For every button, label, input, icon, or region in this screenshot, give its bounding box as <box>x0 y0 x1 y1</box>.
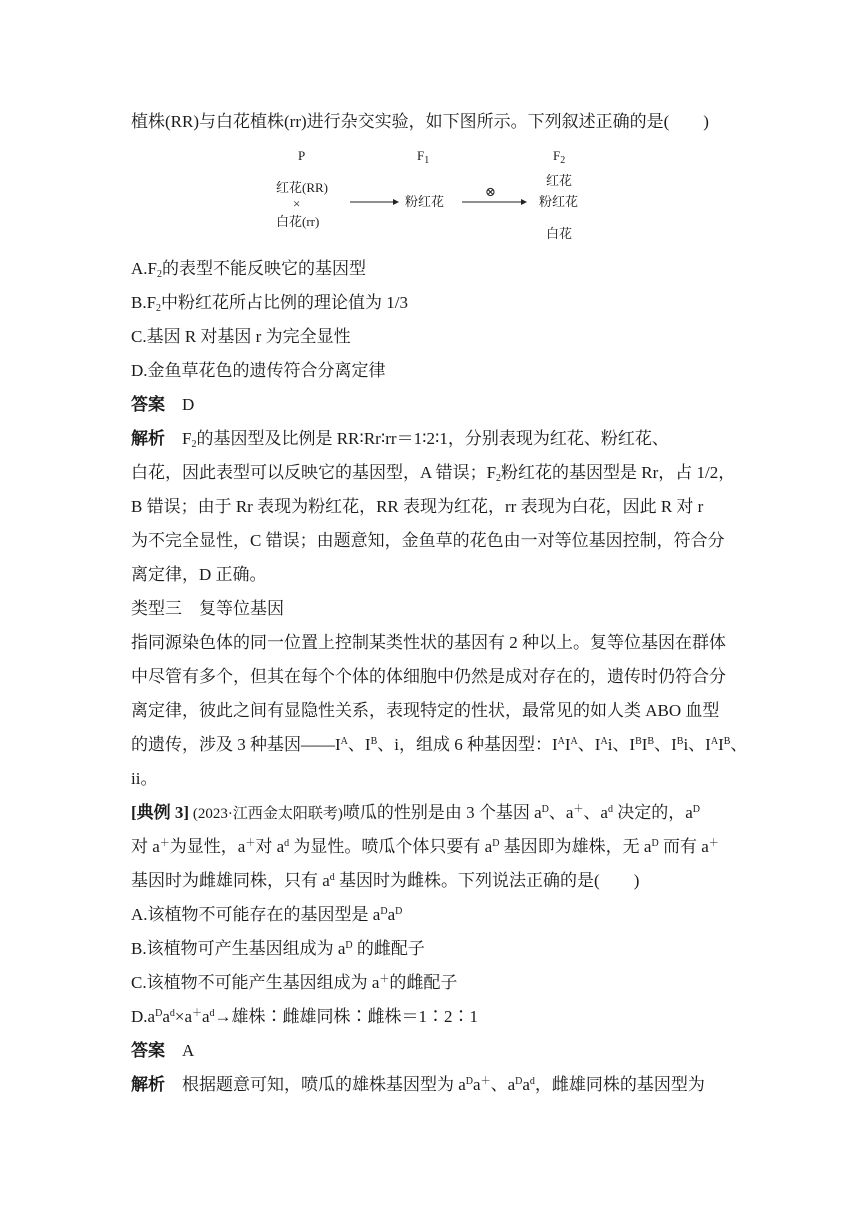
example-3-line-3: 基因时为雌雄同株，只有 $a^d$ 基因时为雌株。下列说法正确的是( ) <box>131 871 640 890</box>
question-stem-text: 植株(RR)与白花植株(rr)进行杂交实验，如下图所示。下列叙述正确的是( ) <box>131 112 709 131</box>
explanation-line-4: 为不完全显性，C 错误；由题意知，金鱼草的花色由一对等位基因控制，符合分 <box>131 531 725 550</box>
option-b: $B.F_2$中粉红花所占比例的理论值为 1/3 <box>131 293 409 314</box>
parent-red-label: 红花(RR) <box>276 180 329 195</box>
parent-white-label: 白花(rr) <box>276 214 320 229</box>
description-line-3: 离定律，彼此之间有显隐性关系，表现特定的性状，最常见的如人类 ABO 血型 <box>131 701 720 720</box>
f1-pink-label: 粉红花 <box>405 194 445 209</box>
section-heading: 类型三 复等位基因 <box>131 599 284 618</box>
example-3-option-c: C.该植物不可能产生基因组成为 a＋的雌配子 <box>131 973 458 992</box>
description-line-5: ii。 <box>131 769 158 788</box>
answer-line <box>131 393 731 417</box>
explanation-line-3: B 错误；由于 Rr 表现为粉红花，RR 表现为红花，rr 表现为白花，因此 R 对 r <box>131 497 704 516</box>
explanation-label-3: 解析 <box>131 1075 165 1094</box>
f1-generation-label: $F_1$ <box>417 148 430 166</box>
answer-line-3 <box>131 1039 731 1063</box>
explanation-line-2: 白花，因此表型可以反映它的基因型，A 错误；$F_2$粉红花的基因型是 Rr，占 1/2， <box>131 463 736 484</box>
explanation-3-line-1: 解析 根据题意可知，喷瓜的雄株基因型为 $a^Da^+$、$a^Da^d$，雌雄同株的基因型为 <box>131 1075 705 1094</box>
arrow-head-1 <box>393 199 399 205</box>
option-a: $A.F_2$的表型不能反映它的基因型 <box>131 259 366 280</box>
example-3-option-a: A.该植物不可能存在的基因型是 $a^Da^D$ <box>131 905 403 924</box>
cross-symbol: × <box>293 196 301 211</box>
question-stem-line <box>131 110 731 134</box>
answer-label-3: 答案 <box>131 1041 165 1060</box>
description-line-1: 指同源染色体的同一位置上控制某类性状的基因有 2 种以上。复等位基因在群体 <box>131 633 726 652</box>
answer-value-3: A <box>182 1041 195 1060</box>
description-line-4: 的遗传，涉及 3 种基因$——I^A$、$I^B$、i，组成 6 种基因型：$I^AI^A$、$I^Ai$、$I^BI^B$、$I^Bi$、$I^AI^B$、 <box>131 735 748 754</box>
example-tag: [典例 3] <box>131 803 190 822</box>
answer-value: D <box>182 395 195 414</box>
example-3-option-b: B.该植物可产生基因组成为 $a^D$ 的雌配子 <box>131 939 425 958</box>
option-c: C.基因 R 对基因 r 为完全显性 <box>131 327 351 346</box>
option-d: D.金鱼草花色的遗传符合分离定律 <box>131 361 386 380</box>
explanation-line-1: 解析 $F_2$的基因型及比例是 RR∶Rr∶rr＝1∶2∶1，分别表现为红花、粉红花、 <box>131 429 669 450</box>
example-3-option-d: $D.a^Da^d\times a^+a^d\to$雄株∶雌雄同株∶雌株＝1∶2∶1 <box>131 1007 479 1026</box>
example-3-line-1: [典例 3] (2023·江西金太阳联考)喷瓜的性别是由 3 个基因 $a^D$、a＋、$a^d$ 决定的，$a^D$ <box>131 803 700 822</box>
f2-red-label: 红花 <box>546 173 573 188</box>
f2-white-label: 白花 <box>546 226 573 241</box>
answer-label: 答案 <box>131 395 165 414</box>
description-line-2: 中尽管有多个，但其在每个个体的体细胞中仍然是成对存在的，遗传时仍符合分 <box>131 667 726 686</box>
explanation-line-5: 离定律，D 正确。 <box>131 565 267 584</box>
example-3-line-2: 对 a＋为显性，a＋对 $a^d$ 为显性。喷瓜个体只要有 $a^D$ 基因即为雄株，无 $a^D$ 而有 a＋ <box>131 837 719 856</box>
f2-pink-label: 粉红花 <box>539 194 579 209</box>
arrow-head-2 <box>521 199 527 205</box>
parent-generation-label: P <box>298 148 306 163</box>
example-source: (2023·江西金太阳联考) <box>189 806 343 822</box>
explanation-label: 解析 <box>131 429 165 448</box>
selfing-symbol: ⊗ <box>485 184 496 199</box>
f2-generation-label: $F_2$ <box>553 148 566 166</box>
